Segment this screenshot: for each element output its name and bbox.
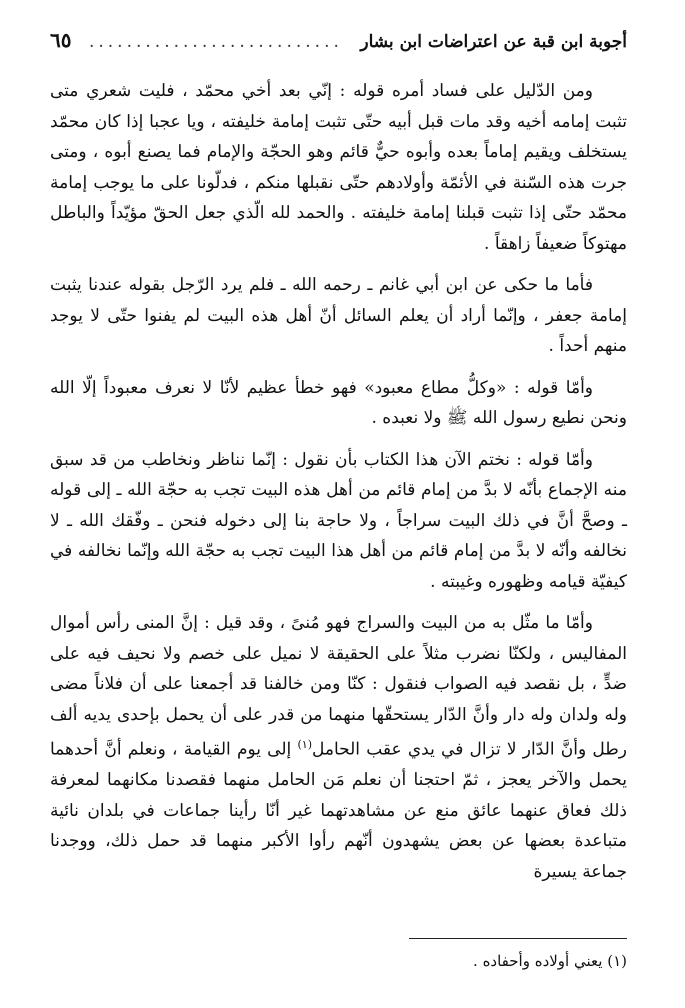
main-text <box>50 76 627 887</box>
book-title: أجوبة ابن قبة عن اعتراضات ابن بشار <box>360 32 627 52</box>
paragraph-3: وأمّا قوله : «وكلُّ مطاع معبود» فهو خطأ عظيم لأنّا لا نعرف معبوداً إلّا الله ونحن نطيع رسول الله ﷺ ولا نعبده . <box>50 377 627 428</box>
paragraph-5-tail: إلى يوم القيامة ، ونعلم أنَّ أحدهما يحمل والآخر يعجز ، ثمّ احتجنا أن نعلم مَن الحامل منهما فقصدنا مكانهما لمعرفة ذلك فعاق عنهما عائق منع عن مشاهدتهما غير أنّا رأينا جماعات في بلدان نائية متباعدة بعضها عن بعض يشهدون أنّهم رأوا الأكبر منهما قد حمل ذلك، ووجدنا جماعة يسيرة <box>50 739 627 882</box>
paragraph-5-head: وأمّا ما مثّل به من البيت والسراج فهو مُنىً ، وقد قيل : إنَّ المنى رأس أموال المفاليس ، ولكنّا نضرب مثلاً على الحقيقة لا نميل على خصم ولا نحيف فيه على ضدٍّ ، بل نقصد فيه الصواب فنقول : كنّا ومن خالفنا قد أجمعنا على أن فلاناً مضى وله ولدان وله دار وأنَّ الدّار يستحقّها منهما من قدر على أن يحمل بإحدى يديه ألف رطل وأنَّ الدّار لا تزال في يدي عقب الحامل <box>50 613 627 760</box>
footnote-divider <box>409 938 627 939</box>
footnote-reference[interactable]: (١) <box>297 738 312 751</box>
paragraph-5 <box>50 608 627 887</box>
footnote-text: يعني أولاده وأحفاده . <box>473 952 603 970</box>
paragraph-1: ومن الدّليل على فساد أمره قوله : إنّي بعد أخي محمّد ، فليت شعري متى تثبت إمامه أخيه وقد مات قبل أبيه حتّى تثبت إمامة خليفته ، ويا عجبا إذا كان محمّد يستخلف ويقيم إماماً بعده وأبوه حيٌّ قائم وهو الحجّة والإمام فما يصنع أبوه ، ومتى جرت هذه السّنة في الأئمّة وأولادهم حتّى نقبلها منكم ، فدلّونا على ما يوجب إمامة محمّد حتّى إذا تثبت قبلنا إمامة خليفته . والحمد لله الّذي جعل الحقّ مؤيّداً والباطل مهتوكاً ضعيفاً زاهقاً . <box>50 81 627 254</box>
running-header <box>50 28 627 62</box>
paragraph-2: فأما ما حكى عن ابن أبي غانم ـ رحمه الله ـ فلم يرد الرّجل بقوله عندنا يثبت إمامة جعفر ، وإنّما أراد أن يعلم السائل أنّ أهل هذه البيت لم يفنوا حتّى لا يوجد منهم أحداً . <box>50 275 627 356</box>
dot-leader: ........................... <box>88 32 343 52</box>
page-number: ٦٥ <box>50 28 72 52</box>
footnote <box>473 952 627 970</box>
paragraph-4: وأمّا قوله : نختم الآن هذا الكتاب بأن نقول : إنّما نناظر ونخاطب من قد سبق منه الإجماع بأنّه لا بدَّ من إمام قائم من أهل هذه البيت تجب به حجّة الله ـ إلى قوله ـ وصحَّ أنَّ في ذلك البيت سراجاً ، ولا حاجة بنا إلى دخوله فنحن ـ وفّقك الله ـ لا نخالفه وأنّه لا بدَّ من إمام قائم من أهل هذا البيت تجب به حجّة الله وإنّما نخالفه في كيفيّة قيامه وظهوره وغيبته . <box>50 449 627 592</box>
footnote-marker: (١) <box>607 952 627 970</box>
